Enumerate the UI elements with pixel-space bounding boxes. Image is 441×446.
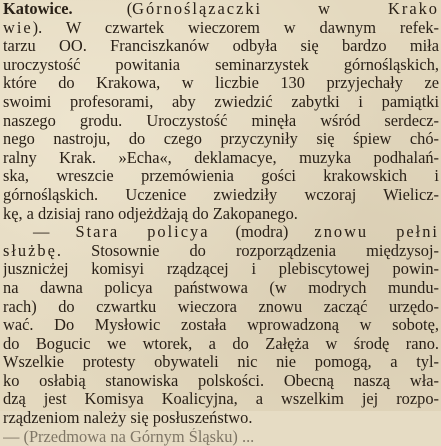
text-line (3, 205, 439, 224)
body-text: ko osłabią stanowiska polskości. Obecną naszą wła- (3, 371, 439, 390)
emphasized-text: znowu pełni (314, 223, 439, 242)
body-text: tarzu OO. Franciszkanów odbyła się bardzo miła (3, 37, 439, 56)
text-line (3, 93, 439, 112)
text-line (3, 279, 439, 298)
text-line (3, 56, 439, 75)
text-line (3, 242, 439, 261)
body-text: górnośląskich. Uczenice zwiedziły wczoraj Wielicz- (3, 185, 439, 204)
body-text: — (Przedmowa na Górnym Śląsku) ... (3, 427, 255, 446)
text-line (3, 260, 439, 279)
text-line (3, 298, 439, 317)
body-text: ralny Krak. »Echa«, deklamacye, muzyka podhalań- (3, 148, 439, 167)
text-line (3, 37, 439, 56)
text-line (3, 316, 439, 335)
emphasized-text: wie (3, 18, 33, 37)
article-column (3, 0, 439, 446)
body-text: na dawna policya państwowa (w modrych mundu- (3, 278, 439, 297)
body-text: ). W czwartek wieczorem w dawnym refek- (32, 18, 439, 37)
body-text: kę, a dzisiaj rano odjeżdżają do Zakopanego. (3, 204, 298, 223)
text-line (3, 390, 439, 409)
body-text: rach) do czwartku wieczora znowu zacząć urzędo- (3, 297, 439, 316)
body-text: ( (72, 0, 133, 18)
dateline: Katowice. (3, 0, 73, 18)
body-text: dzą jest Komisya Koalicyjna, a wszelkim jej rozpo- (3, 390, 439, 409)
text-line (3, 409, 439, 428)
text-line (3, 335, 439, 354)
body-text: swoimi profesorami, aby zwiedzić zabytki i pamiątki (3, 92, 439, 111)
body-text: ska, wreszcie przemówienia gości krakowskich i (3, 167, 439, 186)
body-text: — (33, 223, 76, 242)
text-line (3, 372, 439, 391)
body-text: nego nastroju, do czego przyczyniły się śpiew chó- (3, 130, 439, 149)
text-line (3, 0, 439, 19)
body-text: naszego grodu. Uroczystość minęła wśród serdecz- (3, 111, 439, 130)
body-text: . Stosownie do rozporządzenia międzysoj- (56, 241, 439, 260)
text-line (3, 112, 439, 131)
emphasized-text: służbę (3, 241, 57, 260)
body-text: (modra) (209, 223, 315, 242)
text-line (3, 353, 439, 372)
text-line (3, 149, 439, 168)
body-text: do Bogucic we wtorek, a do Załęża w środę rano. (3, 334, 439, 353)
text-line (3, 186, 439, 205)
body-text: które do Krakowa, w liczbie 130 przyjechały ze (3, 74, 439, 93)
body-text: Wszelkie protesty obywateli nic nie pomogą, a tyl- (3, 353, 439, 372)
text-line (3, 428, 439, 446)
body-text: uroczystość powitania seminarzystek górnośląskich, (3, 55, 439, 74)
text-line (3, 223, 439, 242)
body-text: rządzeniom należy się posłuszeństwo. (3, 409, 253, 428)
emphasized-text: Górnoślązaczki w Krako (132, 0, 439, 18)
emphasized-text: Stara policya (75, 223, 210, 242)
text-line (3, 130, 439, 149)
text-line (3, 167, 439, 186)
body-text: wać. Do Mysłowic została wprowadzoną w sobotę, (3, 316, 439, 335)
text-line (3, 74, 439, 93)
body-text: jusznicżej komisyi rządzącej i plebiscytowej powin- (3, 260, 439, 279)
text-line (3, 19, 439, 38)
